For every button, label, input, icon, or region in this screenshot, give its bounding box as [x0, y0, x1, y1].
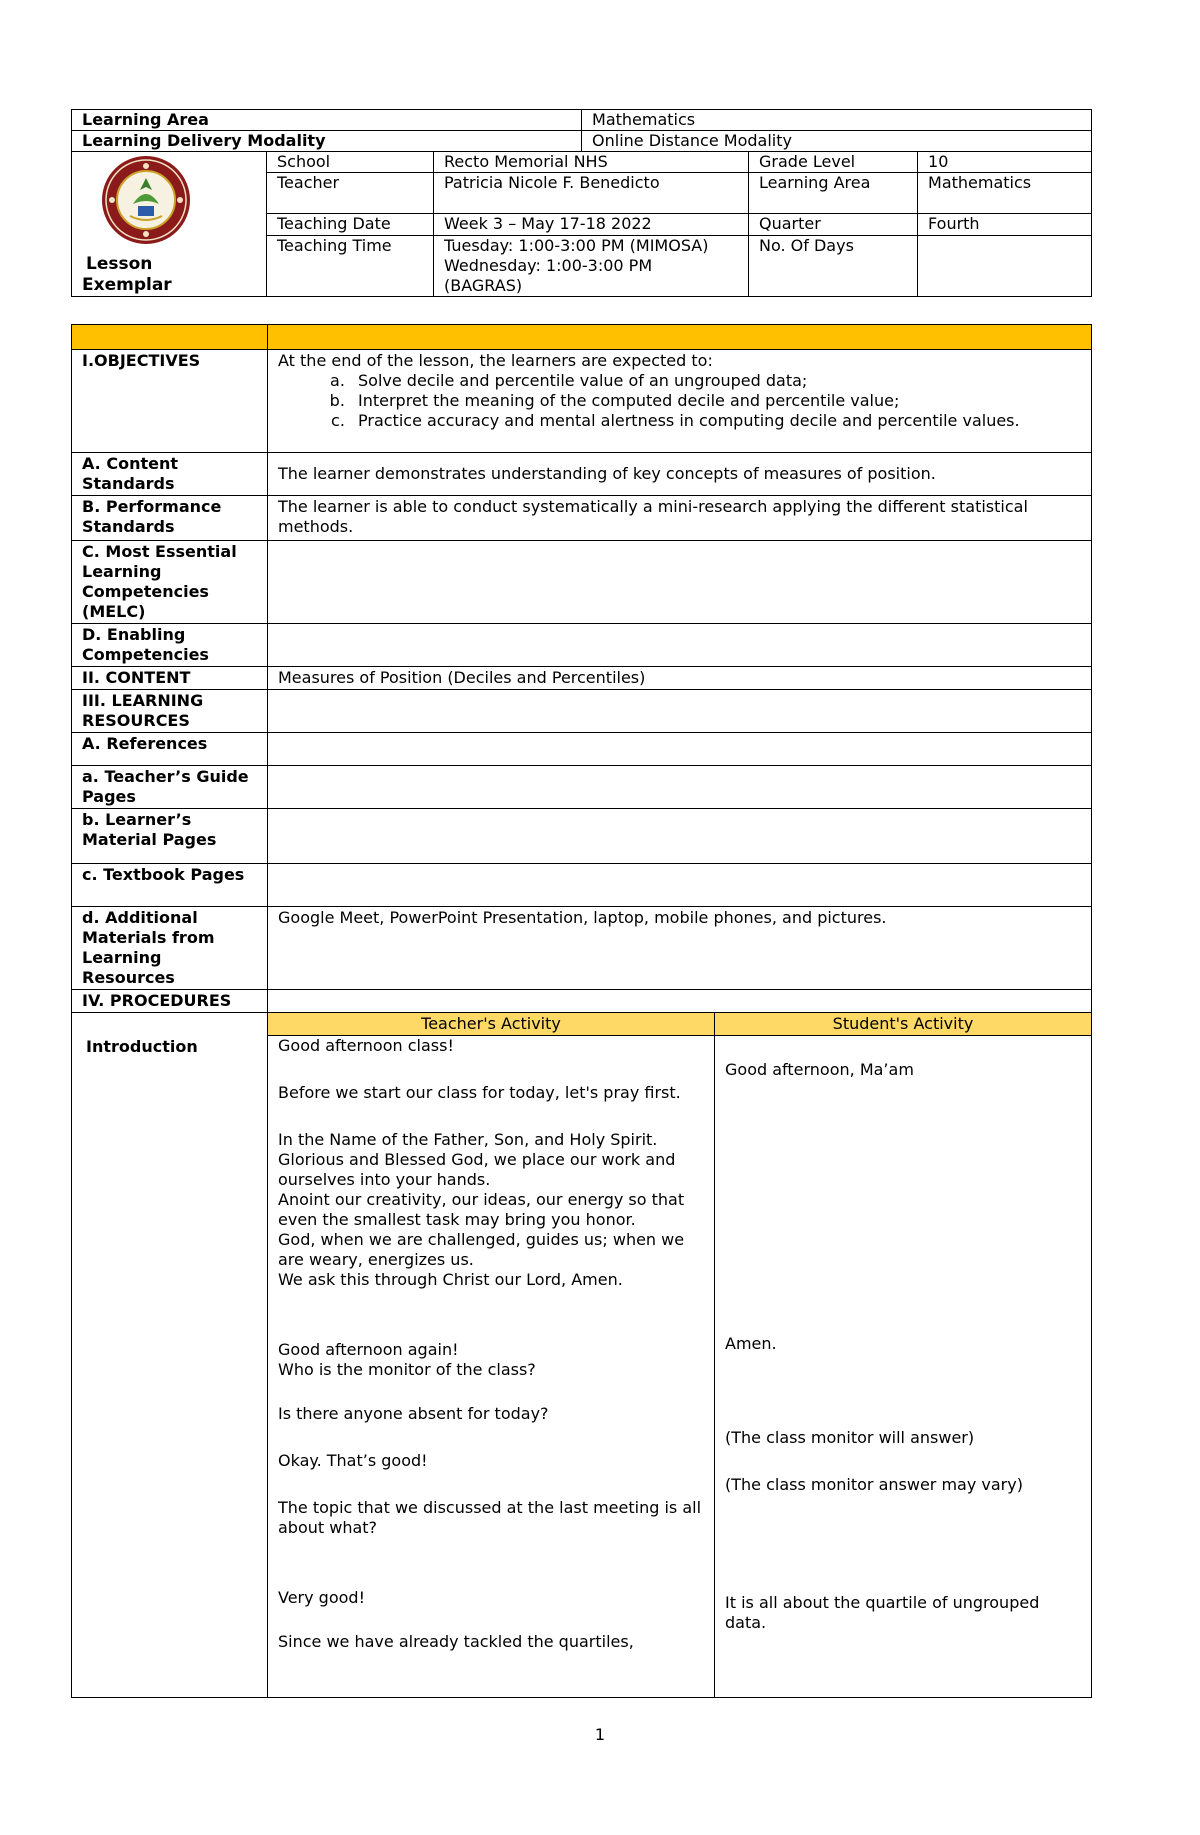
learners-material-label: b. Learner’s Material Pages	[72, 809, 268, 864]
objective-item: c. Practice accuracy and mental alertness in computing decile and percentile values.	[350, 411, 1081, 431]
teacher-line: Is there anyone absent for today?	[278, 1404, 549, 1423]
content-standards-value: The learner demonstrates understanding of key concepts of measures of position.	[268, 453, 1092, 496]
references-value	[268, 733, 1092, 766]
student-line: (The class monitor will answer)	[725, 1428, 975, 1447]
teacher-activity-header: Teacher's Activity	[268, 1013, 715, 1036]
lesson-exemplar-label	[82, 254, 256, 296]
performance-standards-value: The learner is able to conduct systematically a mini-research applying the different statistical methods.	[268, 496, 1092, 541]
student-line: (The class monitor answer may vary)	[725, 1475, 1023, 1494]
teacher-line: Good afternoon again! Who is the monitor of the class?	[278, 1340, 536, 1379]
content-value: Measures of Position (Deciles and Percentiles)	[268, 667, 1092, 690]
logo-cell	[72, 152, 267, 297]
melc-value	[268, 541, 1092, 624]
teacher-line: Good afternoon class!	[278, 1036, 454, 1055]
quarter-label: Quarter	[749, 214, 918, 235]
grade-level-value: 10	[918, 152, 1092, 173]
quarter-value: Fourth	[918, 214, 1092, 235]
exemplar-label: Exemplar	[82, 275, 172, 295]
teacher-prayer: In the Name of the Father, Son, and Holy Spirit. Glorious and Blessed God, we place our work and ourselves into your hands. Anoint our creativity, our ideas, our energy so that even the smallest task may bring you honor. God, when we are challenged, guides us; when we are weary, energizes us. We ask this through Christ our Lord, Amen.	[278, 1130, 685, 1289]
header-table	[71, 109, 1092, 297]
introduction-label: Introduction	[72, 1013, 268, 1698]
enabling-competencies-label: D. Enabling Competencies	[72, 624, 268, 667]
student-line: Amen.	[725, 1334, 777, 1353]
content-label: II. CONTENT	[72, 667, 268, 690]
additional-materials-value: Google Meet, PowerPoint Presentation, laptop, mobile phones, and pictures.	[268, 907, 1092, 990]
page-number: 1	[594, 1725, 606, 1744]
procedures-label: IV. PROCEDURES	[72, 990, 268, 1013]
teacher-label: Teacher	[267, 173, 434, 214]
objectives-intro: At the end of the lesson, the learners are expected to:	[278, 351, 713, 370]
textbook-pages-label: c. Textbook Pages	[72, 864, 268, 907]
melc-label: C. Most Essential Learning Competencies (MELC)	[72, 541, 268, 624]
modality-value: Online Distance Modality	[582, 131, 1092, 152]
area-value: Mathematics	[918, 173, 1092, 214]
student-activity-header: Student's Activity	[715, 1013, 1092, 1036]
objective-item: a. Solve decile and percentile value of an ungrouped data;	[350, 371, 1081, 391]
additional-materials-label: d. Additional Materials from Learning Resources	[72, 907, 268, 990]
teacher-activity-cell	[268, 1036, 715, 1698]
lesson-plan-table	[71, 324, 1092, 1698]
lesson-label: Lesson	[86, 254, 153, 274]
enabling-competencies-value	[268, 624, 1092, 667]
grade-level-label: Grade Level	[749, 152, 918, 173]
no-of-days-value	[918, 235, 1092, 296]
teaching-date-label: Teaching Date	[267, 214, 434, 235]
objectives-list	[278, 371, 1081, 431]
objectives-label: I.OBJECTIVES	[72, 350, 268, 453]
teaching-time-label: Teaching Time	[267, 235, 434, 296]
no-of-days-label: No. Of Days	[749, 235, 918, 296]
teacher-line: Before we start our class for today, let's pray first.	[278, 1083, 681, 1102]
school-label: School	[267, 152, 434, 173]
objective-item: b. Interpret the meaning of the computed decile and percentile value;	[350, 391, 1081, 411]
teacher-line: The topic that we discussed at the last meeting is all about what?	[278, 1498, 702, 1537]
learning-area-value: Mathematics	[582, 110, 1092, 131]
teacher-line: Since we have already tackled the quartiles,	[278, 1632, 634, 1651]
performance-standards-label: B. Performance Standards	[72, 496, 268, 541]
school-value: Recto Memorial NHS	[434, 152, 749, 173]
teachers-guide-value	[268, 766, 1092, 809]
header-band	[72, 325, 1092, 350]
teaching-date-value: Week 3 – May 17-18 2022	[434, 214, 749, 235]
teaching-time-value: Tuesday: 1:00-3:00 PM (MIMOSA) Wednesday: 1:00-3:00 PM (BAGRAS)	[434, 235, 749, 296]
teacher-value: Patricia Nicole F. Benedicto	[434, 173, 749, 214]
teachers-guide-label: a. Teacher’s Guide Pages	[72, 766, 268, 809]
area-label: Learning Area	[749, 173, 918, 214]
student-line: Good afternoon, Ma’am	[725, 1060, 914, 1079]
teacher-line: Okay. That’s good!	[278, 1451, 428, 1470]
student-line: It is all about the quartile of ungrouped data.	[725, 1593, 1040, 1632]
learning-resources-label: III. LEARNING RESOURCES	[72, 690, 268, 733]
student-activity-cell	[715, 1036, 1092, 1698]
school-seal-icon	[100, 154, 192, 246]
learning-resources-value	[268, 690, 1092, 733]
objectives-cell	[268, 350, 1092, 453]
references-label: A. References	[72, 733, 268, 766]
modality-label: Learning Delivery Modality	[72, 131, 582, 152]
learners-material-value	[268, 809, 1092, 864]
procedures-value	[268, 990, 1092, 1013]
teacher-line: Very good!	[278, 1588, 365, 1607]
content-standards-label: A. Content Standards	[72, 453, 268, 496]
learning-area-label: Learning Area	[72, 110, 582, 131]
textbook-pages-value	[268, 864, 1092, 907]
